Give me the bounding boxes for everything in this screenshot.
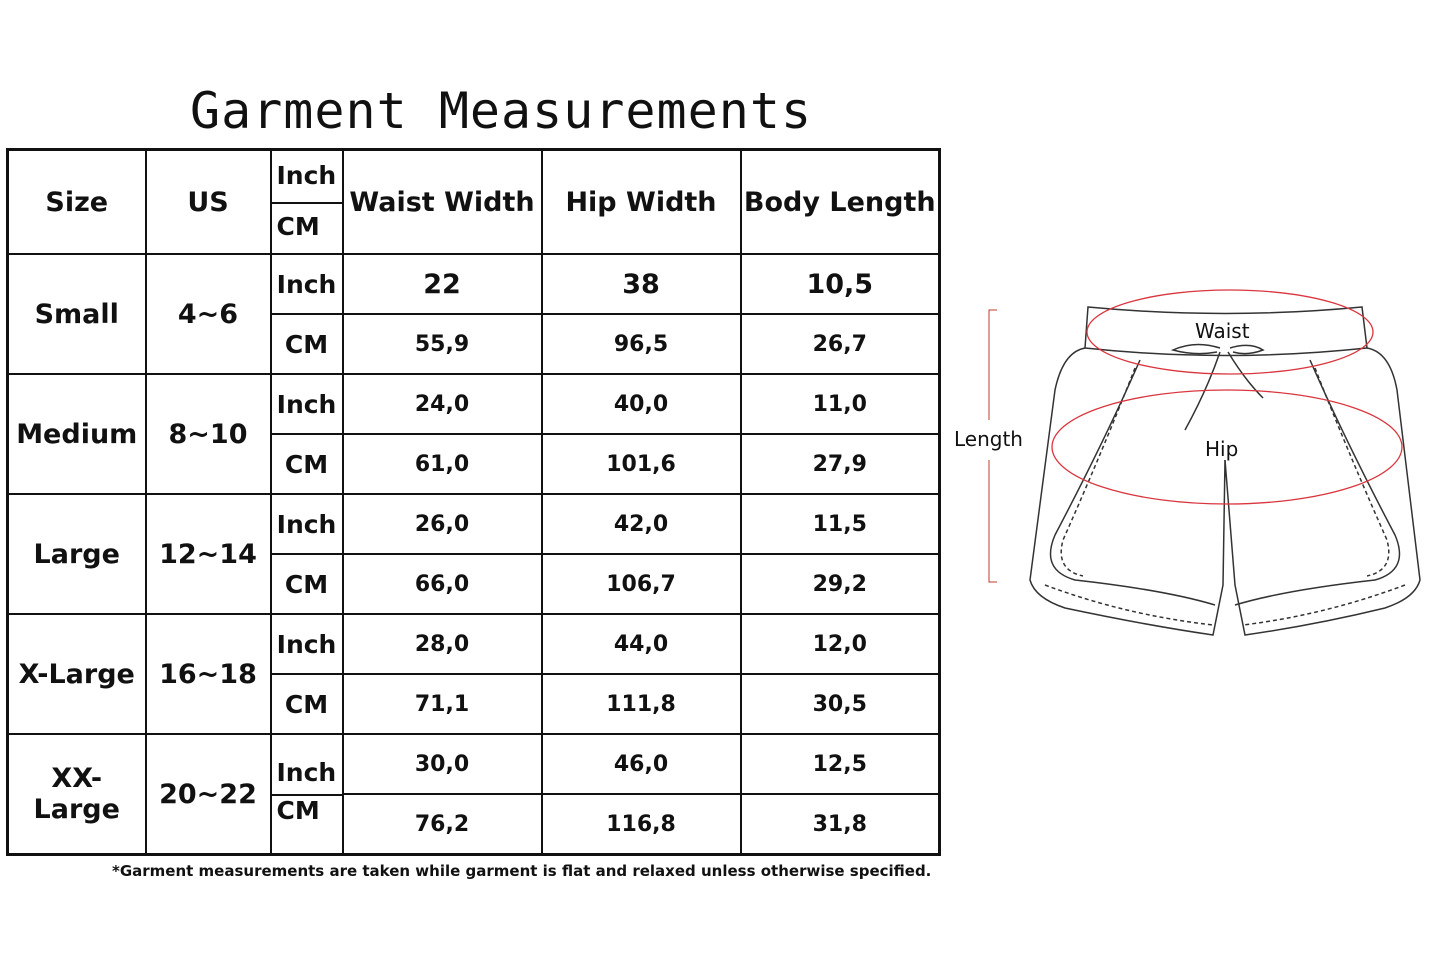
- waist-cm-cell: 76,2: [343, 794, 542, 855]
- table-header-row: [8, 150, 940, 255]
- footnote: *Garment measurements are taken while garment is flat and relaxed unless otherwise specified.: [112, 862, 932, 880]
- hip-label: Hip: [1205, 437, 1239, 461]
- shorts-diagram: [945, 280, 1435, 660]
- left-hem-stitch: [1045, 585, 1213, 625]
- unit-inch-label: Inch: [276, 758, 337, 787]
- table-row: [8, 494, 940, 554]
- size-cell: Small: [8, 254, 146, 374]
- length-cm-cell: 29,2: [741, 554, 940, 614]
- hip-cm-cell: 96,5: [542, 314, 741, 374]
- length-inch-cell: 10,5: [741, 254, 940, 314]
- waist-inch-cell: 28,0: [343, 614, 542, 674]
- waist-inch-cell: 30,0: [343, 734, 542, 794]
- shorts-outline: [1030, 307, 1420, 635]
- right-hem-stitch: [1243, 585, 1405, 625]
- unit-inch-cell: Inch: [271, 374, 343, 434]
- header-unit-cm: CM: [276, 212, 320, 241]
- header-unit-inch: Inch: [276, 161, 337, 190]
- drawstring-right-loop: [1230, 345, 1263, 353]
- hip-cm-cell: 106,7: [542, 554, 741, 614]
- waist-cm-cell: 61,0: [343, 434, 542, 494]
- page-title: Garment Measurements: [190, 82, 813, 140]
- length-cm-cell: 26,7: [741, 314, 940, 374]
- length-cm-cell: 30,5: [741, 674, 940, 734]
- length-inch-cell: 11,0: [741, 374, 940, 434]
- unit-cm-cell: CM: [271, 674, 343, 734]
- size-cell: XX-Large: [8, 734, 146, 855]
- left-panel-stitch: [1061, 368, 1135, 576]
- hip-inch-cell: 42,0: [542, 494, 741, 554]
- hip-inch-cell: 38: [542, 254, 741, 314]
- unit-cm-cell: CM: [271, 314, 343, 374]
- size-cell: Large: [8, 494, 146, 614]
- unit-inch-cell: Inch: [271, 494, 343, 554]
- table-row: [8, 734, 940, 794]
- us-size-cell: 4~6: [146, 254, 271, 374]
- us-size-cell: 20~22: [146, 734, 271, 855]
- us-size-cell: 16~18: [146, 614, 271, 734]
- header-size: Size: [8, 150, 146, 255]
- drawstring-left-loop: [1173, 344, 1220, 353]
- length-label: Length: [954, 427, 1023, 451]
- size-cell: X-Large: [8, 614, 146, 734]
- right-panel-stitch: [1315, 368, 1389, 576]
- unit-cm-cell: CM: [271, 434, 343, 494]
- hip-cm-cell: 101,6: [542, 434, 741, 494]
- waist-inch-cell: 22: [343, 254, 542, 314]
- header-us: US: [146, 150, 271, 255]
- waist-label: Waist: [1195, 319, 1250, 343]
- hip-inch-cell: 46,0: [542, 734, 741, 794]
- right-panel-seam: [1235, 360, 1400, 605]
- table-row: [8, 254, 940, 314]
- unit-inch-cell: Inch: [271, 254, 343, 314]
- size-cell: Medium: [8, 374, 146, 494]
- unit-cm-label: CM: [276, 796, 320, 825]
- hip-cm-cell: 116,8: [542, 794, 741, 855]
- us-size-cell: 8~10: [146, 374, 271, 494]
- table-row: [8, 614, 940, 674]
- waist-cm-cell: 55,9: [343, 314, 542, 374]
- waist-inch-cell: 26,0: [343, 494, 542, 554]
- unit-stacked-cell: [271, 734, 343, 855]
- size-chart-table: [6, 148, 941, 856]
- waist-cm-cell: 71,1: [343, 674, 542, 734]
- length-cm-cell: 31,8: [741, 794, 940, 855]
- table-row: [8, 374, 940, 434]
- left-panel-seam: [1051, 360, 1216, 605]
- hip-inch-cell: 44,0: [542, 614, 741, 674]
- waist-inch-cell: 24,0: [343, 374, 542, 434]
- unit-cm-cell: CM: [271, 554, 343, 614]
- length-inch-cell: 12,0: [741, 614, 940, 674]
- hip-cm-cell: 111,8: [542, 674, 741, 734]
- length-inch-cell: 11,5: [741, 494, 940, 554]
- header-waist-width: Waist Width: [343, 150, 542, 255]
- length-inch-cell: 12,5: [741, 734, 940, 794]
- us-size-cell: 12~14: [146, 494, 271, 614]
- header-body-length: Body Length: [741, 150, 940, 255]
- header-hip-width: Hip Width: [542, 150, 741, 255]
- hip-inch-cell: 40,0: [542, 374, 741, 434]
- header-unit: [271, 150, 343, 255]
- unit-inch-cell: Inch: [271, 614, 343, 674]
- waist-cm-cell: 66,0: [343, 554, 542, 614]
- length-cm-cell: 27,9: [741, 434, 940, 494]
